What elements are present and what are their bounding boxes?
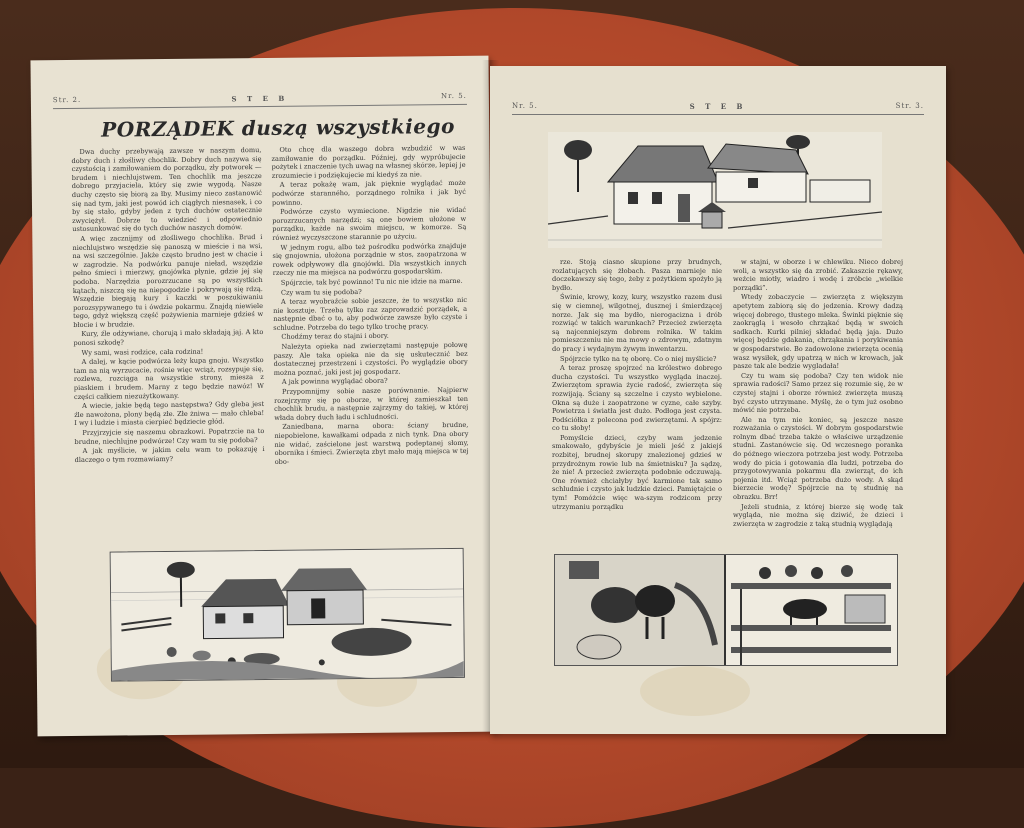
paragraph: Dwa duchy przebywają zawsze w naszym domu, dobry duch i złośliwy chochlik. Dobry duch nazywa się czystością i zamiłowaniem do porządku, zły potworek — brudem i niechlujstwem. Ten chochlik ma jeszcze dobrego przyjaciela, który się zwie wygodą. Nasze duchy często się biorą za łby. Musimy nieco zastanowić się nad tym, jaki jest powód ich ciągłych niesnasek, i co by się stało, gdyby jeden z tych duchów ostatecznie zwyciężył. Dobrze to wiedzieć i odpowiednio ustosunkować się do tych duchów naszych domów.: [71, 146, 262, 234]
paragraph: Czy wam tu się podoba?: [273, 286, 467, 297]
magazine-name: S T E B: [690, 102, 747, 111]
paragraph: Oto chcę dla waszego dobra wzbudzić w was zamiłowanie do porządku. Później, gdy wypróbujecie pożytek i znaczenie tych uwag na własnej skórze, lepiej je zrozumiecie i podziękujecie mi kiedyś za nie.: [271, 144, 465, 180]
paragraph: A jak myślicie, w jakim celu wam to pokazuję i dlaczego o tym rozmawiamy?: [75, 445, 265, 464]
paragraph: Chodźmy teraz do stajni i obory.: [273, 331, 467, 342]
paragraph: Wtedy zobaczycie — zwierzęta z większym apetytem zabiorą się do jedzenia. Krowy dadzą więcej dobrego, tłustego mleka. Świnki pięknie się zaokrąglą i wesoło chrząkać będą w swoich sadkach. Kurki pilniej składać będą jaja. Dużo więcej będzie gdakania, chrząkania i porykiwania w gospodarstwie. Bo zadowolone zwierzęta ocenią wasz wysiłek, gdy upatrzą w nich w krowach, jak pasze tak ale bedzie wygladała!: [733, 293, 903, 370]
paragraph: Podwórze czysto wymiecione. Nigdzie nie widać porozrzucanych narzędzi; są one bowiem ułożone w porządku, każde na swoim miejscu, w komorze. Są również wyczyszczone starannie po użyciu.: [272, 206, 466, 242]
paragraph: A teraz proszę spojrzeć na królestwo dobrego ducha czystości. Tu wszystko wygląda inaczej. Zwierzętom sprawia życie radość, zwierzęta się rozwijają. Ściany są szczelne i czysto wybielone. Okna są duże i zaopatrzone w cyzne, całe szyby. Powietrza i światła jest dużo. Podłoga jest czysta. Podściółka z polecona pod zwierzętami. A spójrz: co tu słoby!: [552, 364, 722, 433]
paragraph: Należyta opieka nad zwierzętami następuje połowę paszy. Ale taka opieka nie da się uskutecznić bez dostatecznej przestrzeni i czystości. Po wyglądzie obory można poznać, jaki jest jej gospodarz.: [273, 341, 467, 377]
issue-number: Nr. 5.: [512, 102, 538, 110]
paragraph: Pomyślcie dzieci, czyby wam jedzenie smakowało, gdybyście je mieli jeść z jakiejś rozbitej, brudnej skorupy znalezionej gdzieś w przydrożnym rowie lub na śmietnisku? Ja sądzę, że nie! A przecież zwierzęta podobnie odczuwają. One również chciałyby być karmione tak samo schludnie i czysto jak ludzkie dzieci. Pamiętajcie o tym! Pomóżcie więc wa-szym rodzicom przy utrzymaniu porządku: [552, 434, 722, 511]
barn-interior-illustration: [554, 554, 898, 666]
page-header: [53, 92, 467, 109]
paragraph: A dalej, w kącie podwórza leży kupa gnoju. Wszystko tam na nią wyrzucacie, rośnie więc wciąż, rozsypuje się, rozlewa, rozciąga na wszystkie strony, miesza z piaskiem i brudem. Marny z tego będzie nawóz! W części całkiem niezużytkowany.: [74, 356, 264, 401]
page-number: Str. 3.: [896, 102, 924, 110]
messy-farmyard-illustration: [110, 548, 465, 682]
paragraph: W jednym rogu, albo też pośrodku podwórka znajduje się gnojownia, ułożona porządnie w stos, zaopatrzona w rowek odpływowy dla gnojówki. Dla wszystkich innych rzeczy nie ma miejsca na podwórzu gospodarskim.: [272, 241, 466, 277]
paragraph: A wiecie, jakie będą tego następstwa? Gdy gleba jest źle nawożona, plony będą złe. Złe żniwa — mało chleba! I wy i ludzie i miasta cierpieć będziecie głód.: [74, 400, 264, 428]
article-column-3: [552, 258, 722, 548]
paragraph: Wy sami, wasi rodzice, cała rodzina!: [73, 347, 263, 358]
paragraph: A więc zacznijmy od złośliwego chochlika. Brud i niechlujstwo wszędzie się panoszą w mieście i na wsi, na wsi szczególnie. Jakże często brudno jest w chacie i w zagrodzie. Na podwórku panuje nieład, wszędzie pełno śmieci i mierzwy, gnojówka płynie, gdzie jej się podoba. Narzędzia porozrzucane są po wszystkich kątach, niszczą się na niepogodzie i pokrywają się rdzą. Wszędzie biegają kury i kaczki w poszukiwaniu porozsypywanego tu i ówdzie pokarmu. Znajdą niewiele tego, gdyż większą część pożywienia marnieje gdzieś w błocie i w brudzie.: [72, 233, 263, 330]
article-column-1: [71, 146, 265, 548]
paragraph: Ale na tym nie koniec, są jeszcze nasze rozważania o czystości. W dobrym gospodarstwie rolnym dbać trzeba także o właściwe urządzenie studni. Zastanówcie się. Od wczesnego poranka do późnego wieczora potrzeba jest wody. Potrzeba wody do picia i gotowania dla ludzi, potrzeba do przygotowywania pokarmu dla zwierząt, do ich pojenia itd. Wciąż potrzeba dużo wody. A skąd bierzecie wodę? Spójrzcie na tę studnię na obrazku. Brr!: [733, 416, 903, 502]
paragraph: Czy tu wam się podoba? Czy ten widok nie sprawia radości? Samo przez się rozumie się, że w czystej stajni i oborze również zwierzęta muszą być czysto utrzymane. Myślę, że o tym już osobno mówić nie potrzeba.: [733, 372, 903, 415]
paragraph: rze. Stoją ciasno skupione przy brudnych, rozlatujących się żłobach. Pasza marnieje nie doczekawszy się tego, żeby z pożytkiem spożyło ją bydło.: [552, 258, 722, 292]
paragraph: A jak powinna wyglądać obora?: [274, 376, 468, 387]
paragraph: Jeżeli studnia, z której bierze się wodę tak wygląda, nie można się dziwić, że dzieci i zwierzęta w zagrodzie z taką studnią wyglądają: [733, 503, 903, 529]
magazine-name: S T E B: [231, 94, 288, 104]
left-magazine-page: [30, 56, 495, 737]
article-column-2: [271, 144, 469, 546]
paragraph: A teraz wyobraźcie sobie jeszcze, że to wszystko nic nie kosztuje. Trzeba tylko raz zaprowadzić porządek, a następnie dbać o to, aby podwórze zawsze było czyste i schludne. Potrzeba do tego tylko trochę pracy.: [273, 296, 467, 332]
issue-number: Nr. 5.: [441, 92, 467, 100]
page-number: Str. 2.: [53, 96, 81, 104]
paragraph: A teraz pokażę wam, jak pięknie wyglądać może podwórze staranného, porządnego rolnika i jak być powinno.: [272, 179, 466, 207]
paragraph: Kury, źle odżywiane, chorują i mało składają jaj. A kto ponosi szkodę?: [73, 328, 263, 347]
paragraph: Spójrzcie tylko na tę oborę. Co o niej myślicie?: [552, 355, 722, 364]
page-header: [512, 102, 924, 115]
paragraph: Przypomnijmy sobie nasze porównanie. Najpierw rozejrzymy się po oborze, w której zamieszkał ten chochlik brudu, a następnie zajrzymy do takiej, w której włada dobry duch ładu i schludności.: [274, 386, 468, 422]
article-title: PORZĄDEK duszą wszystkiego: [101, 114, 481, 142]
paragraph: w stajni, w oborze i w chlewiku. Nieco dobrej woli, a wszystko się da zrobić. Zakaszcie rękawy, weźcie miotły, wiadro i wodę i zróbcie „wielkie porządki”.: [733, 258, 903, 292]
paragraph: Świnie, krowy, kozy, kury, wszystko razem dusi się w ciemnej, wilgotnej, dusznej i śmierdzącej norze. Jak się ma bydło, nierogacizna i drób rozwiąć w takich warunkach? Przecież zwierzęta są najcenniejszym dobrem rolnika. W takim pomieszczeniu nie ma mowy o zdrowym, zdatnym do pracy i wydajnym żywym inwentarzu.: [552, 293, 722, 353]
paragraph: Przyjrzyjcie się naszemu obrazkowi. Popatrzcie na to brudne, niechlujne podwórze! Czy wam tu się podoba?: [74, 427, 264, 446]
paragraph: Zaniedbana, marna obora: ściany brudne, niepobielone, kawałkami odpada z nich tynk. Dna obory nie widać, zaścielone jest warstwą podeptanej słomy, obornika i śmieci. Zwierzęta zbyt mało mają miejsca w tej obo-: [274, 421, 468, 466]
right-magazine-page: [490, 66, 946, 734]
paragraph: Spójrzcie, tak być powinno! Tu nic nie idzie na marne.: [273, 277, 467, 288]
tidy-farmyard-illustration: [548, 132, 882, 248]
